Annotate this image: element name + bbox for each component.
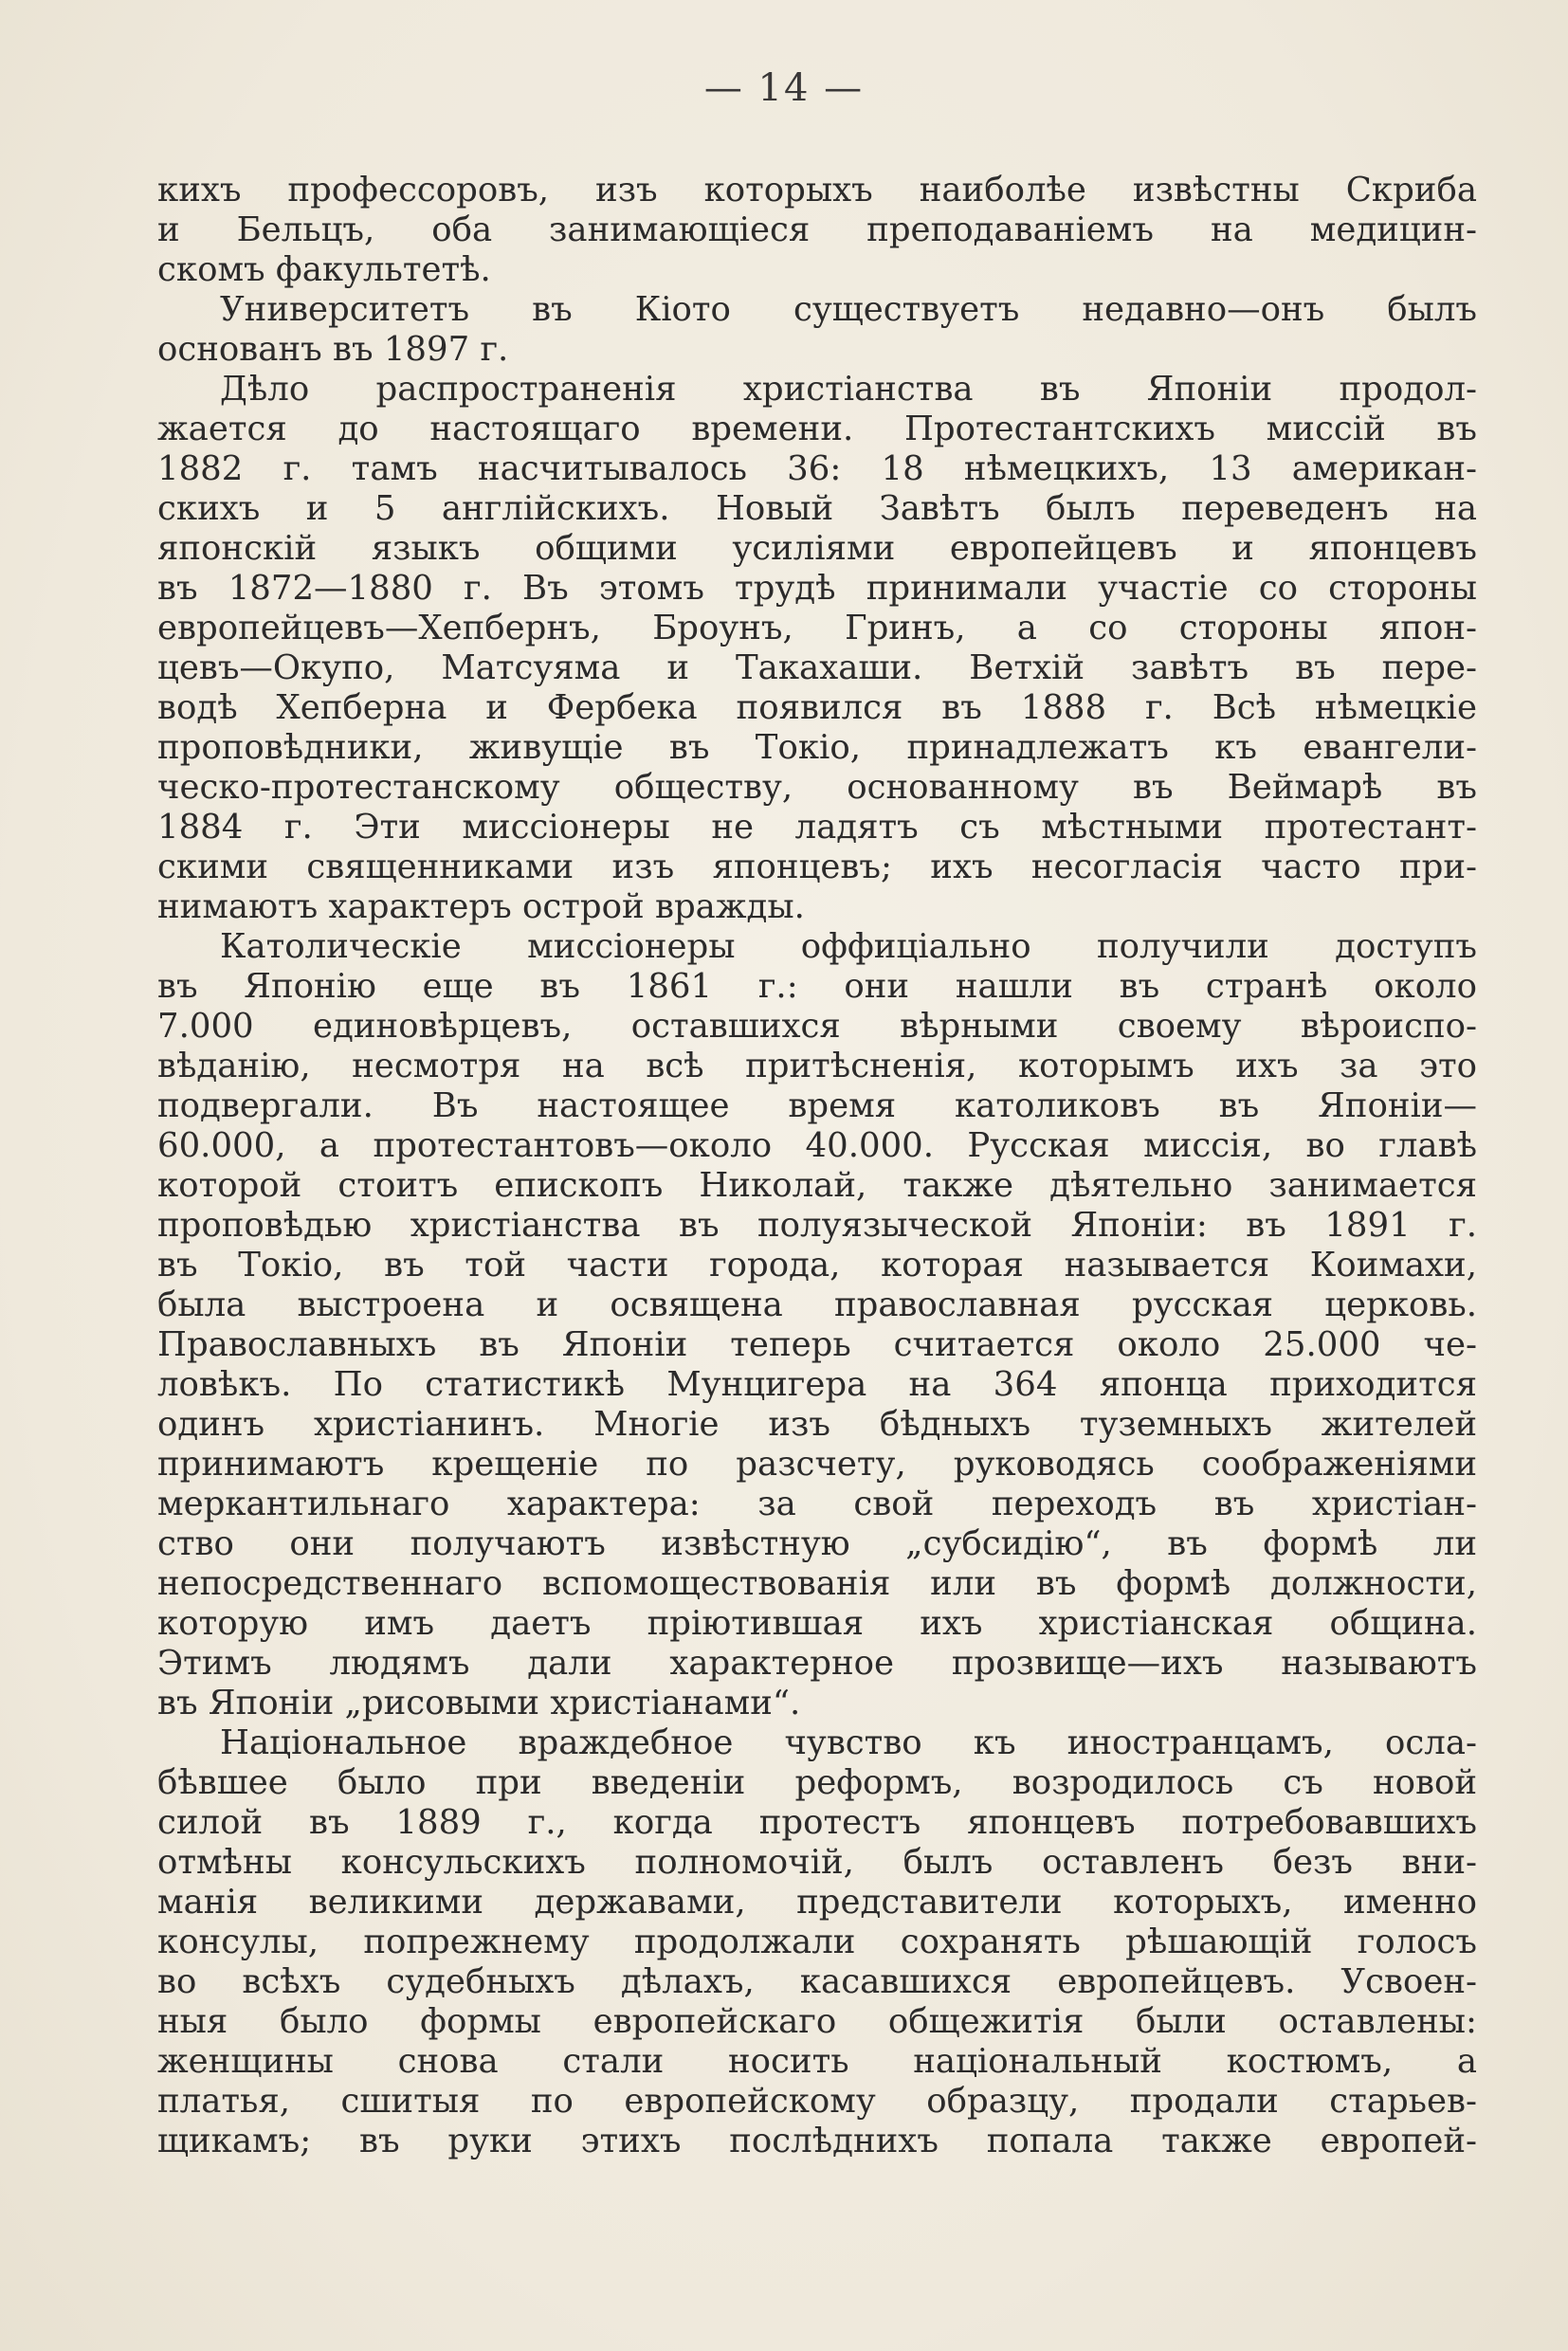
- text-line: цевъ—Окупо, Матсуяма и Такахаши. Ветхій завѣтъ въ пере-: [157, 648, 1477, 687]
- text-line: Національное враждебное чувство къ иностранцамъ, осла-: [220, 1723, 1477, 1762]
- text-line: Православныхъ въ Японіи теперь считается около 25.000 че-: [157, 1325, 1477, 1364]
- text-line: въ Японію еще въ 1861 г.: они нашли въ странѣ около: [157, 967, 1477, 1006]
- text-line: нимаютъ характеръ острой вражды.: [157, 887, 805, 926]
- text-line: въ Японіи „рисовыми христіанами“.: [157, 1684, 801, 1722]
- text-line: японскій языкъ общими усиліями европейцевъ и японцевъ: [157, 529, 1477, 568]
- text-line: женщины снова стали носить національный костюмъ, а: [157, 2042, 1477, 2081]
- text-line: силой въ 1889 г., когда протестъ японцевъ потребовавшихъ: [157, 1803, 1477, 1842]
- text-line: Дѣло распространенія христіанства въ Японіи продол-: [220, 370, 1477, 409]
- text-line: щикамъ; въ руки этихъ послѣднихъ попала также европей-: [157, 2122, 1477, 2160]
- text-line: основанъ въ 1897 г.: [157, 330, 509, 369]
- text-line: непосредственнаго вспомоществованія или въ формѣ должности,: [157, 1564, 1477, 1603]
- text-line: ныя было формы европейскаго общежитія были оставлены:: [157, 2002, 1477, 2041]
- text-line: ческо-протестанскому обществу, основанному въ Веймарѣ въ: [157, 768, 1477, 807]
- text-line: манія великими державами, представители которыхъ, именно: [157, 1883, 1477, 1922]
- text-line: Университетъ въ Кіото существуетъ недавно—онъ былъ: [220, 290, 1477, 329]
- text-line: 7.000 единовѣрцевъ, оставшихся вѣрными своему вѣроиспо-: [157, 1007, 1477, 1046]
- text-line: была выстроена и освящена православная русская церковь.: [157, 1285, 1477, 1324]
- text-line: водѣ Хепберна и Фербека появился въ 1888 г. Всѣ нѣмецкіе: [157, 688, 1477, 727]
- text-line: консулы, попрежнему продолжали сохранять рѣшающій голосъ: [157, 1923, 1477, 1961]
- text-line: во всѣхъ судебныхъ дѣлахъ, касавшихся европейцевъ. Усвоен-: [157, 1962, 1477, 2001]
- text-line: проповѣдники, живущіе въ Токіо, принадлежатъ къ евангели-: [157, 728, 1477, 767]
- text-line: платья, сшитыя по европейскому образцу, продали старьев-: [157, 2082, 1477, 2121]
- text-line: Этимъ людямъ дали характерное прозвище—ихъ называютъ: [157, 1644, 1477, 1683]
- text-line: кихъ профессоровъ, изъ которыхъ наиболѣе извѣстны Скриба: [157, 171, 1477, 210]
- text-line: скими священниками изъ японцевъ; ихъ несогласія часто при-: [157, 847, 1477, 886]
- text-line: 1884 г. Эти миссіонеры не ладятъ съ мѣстными протестант-: [157, 808, 1477, 847]
- text-line: и Бельцъ, оба занимающіеся преподаваніемъ на медицин-: [157, 210, 1477, 249]
- text-line: которой стоитъ епископъ Николай, также дѣятельно занимается: [157, 1166, 1477, 1205]
- text-line: принимаютъ крещеніе по разсчету, руководясь соображеніями: [157, 1445, 1477, 1484]
- text-line: подвергали. Въ настоящее время католиковъ въ Японіи—: [157, 1086, 1477, 1125]
- text-line: 1882 г. тамъ насчитывалось 36: 18 нѣмецкихъ, 13 американ-: [157, 449, 1477, 488]
- text-line: въ Токіо, въ той части города, которая называется Коимахи,: [157, 1246, 1477, 1285]
- text-line: меркантильнаго характера: за свой переходъ въ христіан-: [157, 1485, 1477, 1523]
- text-line: европейцевъ—Хепбернъ, Броунъ, Гринъ, а со стороны япон-: [157, 609, 1477, 647]
- text-line: одинъ христіанинъ. Многіе изъ бѣдныхъ туземныхъ жителей: [157, 1405, 1477, 1444]
- text-line: 60.000, а протестантовъ—около 40.000. Русская миссія, во главѣ: [157, 1126, 1477, 1165]
- text-line: скомъ факультетѣ.: [157, 250, 491, 289]
- text-line: ловѣкъ. По статистикѣ Мунцигера на 364 японца приходится: [157, 1365, 1477, 1404]
- text-line: въ 1872—1880 г. Въ этомъ трудѣ принимали участіе со стороны: [157, 569, 1477, 608]
- body-text: [157, 171, 1477, 2161]
- text-line: Католическіе миссіонеры оффиціально получили доступъ: [220, 927, 1477, 966]
- text-line: вѣданію, несмотря на всѣ притѣсненія, которымъ ихъ за это: [157, 1047, 1477, 1085]
- text-line: отмѣны консульскихъ полномочій, былъ оставленъ безъ вни-: [157, 1843, 1477, 1882]
- text-line: которую имъ даетъ пріютившая ихъ христіанская община.: [157, 1604, 1477, 1643]
- text-line: скихъ и 5 англійскихъ. Новый Завѣтъ былъ переведенъ на: [157, 489, 1477, 528]
- text-line: ство они получаютъ извѣстную „субсидію“, въ формѣ ли: [157, 1524, 1477, 1563]
- page-number: — 14 —: [703, 66, 865, 110]
- text-line: жается до настоящаго времени. Протестантскихъ миссій въ: [157, 410, 1477, 448]
- text-line: проповѣдью христіанства въ полуязыческой Японіи: въ 1891 г.: [157, 1206, 1477, 1245]
- text-line: бѣвшее было при введеніи реформъ, возродилось съ новой: [157, 1763, 1477, 1802]
